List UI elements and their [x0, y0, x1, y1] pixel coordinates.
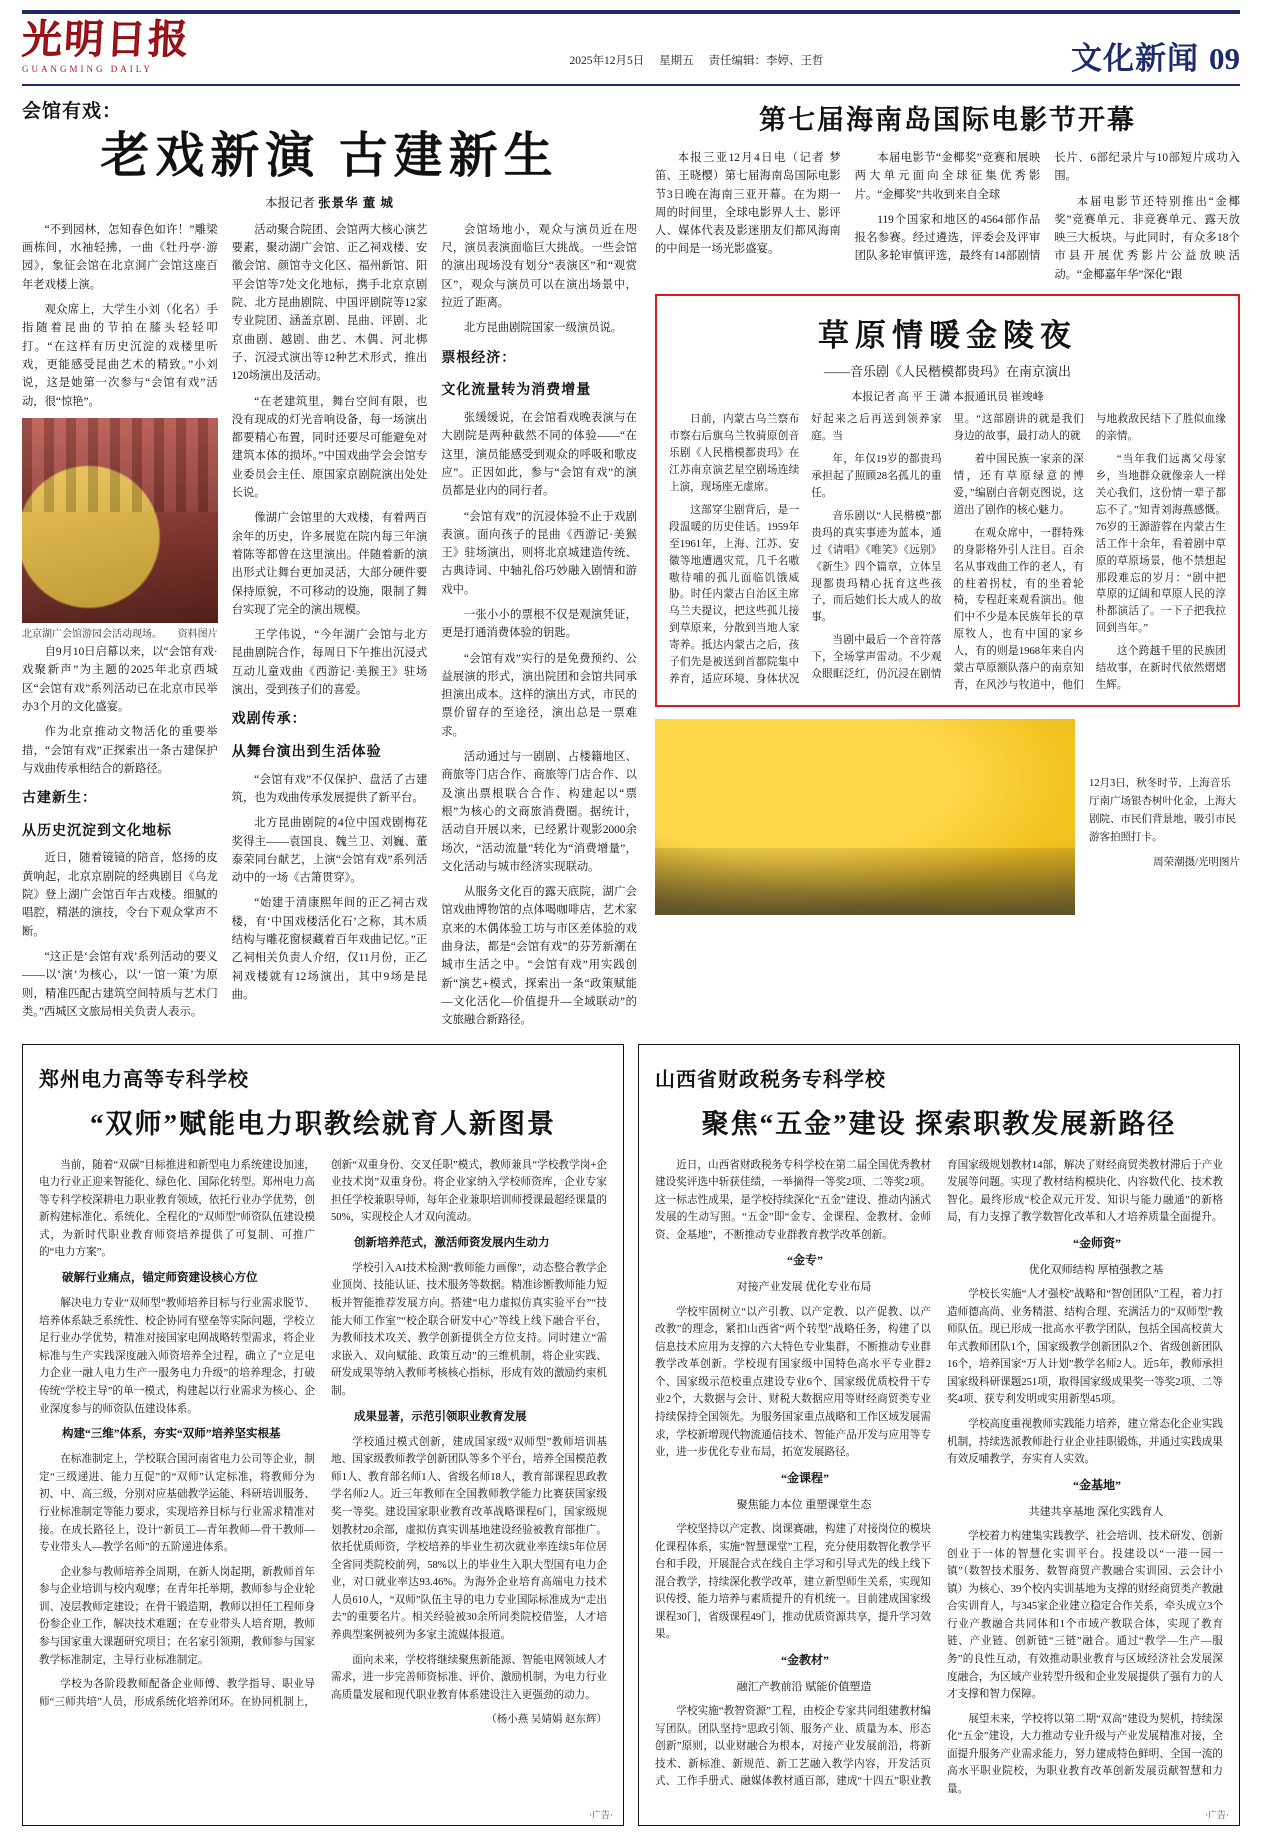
ad-left-subhead-2: 构建“三维”体系，夯实“双师”培养坚实根基 [62, 1428, 281, 1441]
top-rule [22, 10, 1240, 14]
music-drama-para: 在观众席中，一群特殊的身影格外引人注目。百余名从事戏曲工作的老人，有的柱着拐杖，有的坐着轮椅，专程赶来观看演出。他们中不少是本民族年长的草原牧人，也有中国的家乡人，有的则是1968年来自内蒙古草原额队落户的南京知青，在风沙与牧道中，他们与地救敌民结下了胜似血缘的亲情。 [953, 414, 1226, 692]
ad-right-subhead-4: “金师资” [1072, 1235, 1121, 1250]
music-drama-para: 这部穿尘剧背后，是一段温暖的历史佳话。1959年至1961年，上海、江苏、安徽等地遭遇灾荒，几千名嗷嗷待哺的孤儿面临饥饿威胁。时任内蒙古自治区主席乌兰夫提议，把这些孤儿接到草原来，分散到当地人家寄养。抵达内蒙古之后，孩子们先是被送到首都院集中养育，适应环境、身体状况好起来之后再送到领养家庭。当 [668, 414, 942, 686]
autumn-photo [655, 719, 1075, 915]
film-para: 本报三亚12月4日电（记者 梦笛、王晓樱）第七届海南岛国际电影节3日晚在海南三亚开幕。在为期一周的时间里，全球电影界人士、影评人、媒体代表及影迷朋友们都风海南的中间是一场光影盛宴。 [654, 152, 841, 256]
lead-para: “在老建筑里，舞台空间有限，也没有现成的灯光音响设备，每一场演出都要精心布置，同时还要尽可能避免对建筑本体的损坏。”中国戏曲学会会馆专业委员会主任、原国家京剧院演出处处长说。 [231, 395, 428, 500]
ad-right-para: 学校着力构建集实践教学、社会培训、技术研发、创新创业于一体的智慧化实训平台。投建设以“一港一园一镇”（数智技术服务、数智商贸产教融合实训园、云会计小镇）为核心、39个校内实训基地为支撑的财经商贸类产教融合实训育人，与345家企业建立稳定合作关系，牵头成立3个行业产教融合共同体和1个市域产教联合体，实现了教育链、产业链、创新链“三链”融合。通过“教学—生产—服务”的良性互动，有效推动职业教育与区域经济社会发展深度融合，为区域产业转型升级和企业发展提供了强有力的人才支撑和智力保障。 [947, 1530, 1223, 1701]
lead-subhead-2b: 从舞台演出到生活体验 [231, 744, 382, 760]
film-headline: 第七届海南岛国际电影节开幕 [758, 105, 1136, 135]
lead-subhead-1b: 从历史沉淀到文化地标 [22, 823, 172, 839]
ad-left-subhead-3: 创新培养范式，激活师资发展内生动力 [354, 1236, 550, 1249]
byline-names: 张景华 董 城 [318, 195, 394, 210]
ad-left-para: 解决电力专业“双师型”教师培养目标与行业需求脱节、培养体系缺乏系统性、校企协同有壁垒等实际问题，学校立足行业办学优势，精准对接国家电网战略转型需求，将企业标准与生产实践深度融入师资培养全过程，确立了“立足电力企业一融人电力生产一服务电力升级”的培养理念，打破传统“学校主导”的单一模式，构建起以行业需求为核心、企业深度参与的师资队伍建设体系。 [39, 1298, 315, 1415]
section-title: 文化新闻 [1071, 41, 1199, 76]
ad-right-para: 展望未来，学校将以第二期“双高”建设为契机，持续深化“五金”建设，大力推动专业升级与产业发展精准对接，全面提升服务产业需求能力，努力建成特色鲜明、全国一流的高水平职业院校，为职业教育改革创新发展贡献智慧和力量。 [947, 1713, 1223, 1796]
lead-subhead-1a: 古建新生： [22, 791, 97, 807]
lead-para: 活动通过与一剧剧、占楼籍地区、商旅等门店合作、商旅等门店合作、以及演出票根联合合作、构建起以“票根”为核心的文商旅消费圈。据统计，活动自开展以来，已经累计观影2000余场次，“活动流量”转化为“消费增量”，文化活动与城市经济实现联动。 [441, 751, 637, 873]
lead-photo [22, 418, 218, 623]
ad-left-para: 面向未来，学校将继续聚焦新能源、智能电网领域人才需求，进一步完善师资标准、评价、激励机制，为电力行业高质量发展和现代职业教育体系建设注入更强劲的动力。 [331, 1654, 607, 1701]
lead-para: “这正是‘会馆有戏’系列活动的要义——以‘演’为核心，以‘一馆一策’为原则，精准匹配古建筑空间特质与艺术门类。”西城区文旅局相关负责人表示。 [22, 950, 218, 1018]
ad-left-headline: “双师”赋能电力职教绘就育人新图景 [90, 1108, 556, 1139]
byline-label: 本报记者 [265, 195, 316, 210]
lead-para: “会馆有戏”的沉浸体验不止于戏剧表演。面向孩子的昆曲《西游记·美猴王》驻场演出，则将北京城建造传统、古典诗词、中轴礼俗巧妙融入剧情和游戏中。 [441, 510, 637, 596]
masthead-meta [322, 52, 1071, 74]
autumn-caption-block [1089, 719, 1240, 915]
advertorial-area [22, 1044, 1240, 1826]
lead-subhead-3a: 票根经济： [441, 350, 517, 366]
film-body [655, 149, 1240, 284]
music-drama-para: 年，年仅19岁的都贵玛承担起了照顾28名孤儿的重任。 [811, 453, 942, 499]
lead-para: 北方昆曲剧院的4位中国戏剧梅花奖得主——袁国良、魏兰卫、刘巍、董泰荣同台献艺，上演“会馆有戏”系列活动中的一场《古箫贯穿》。 [231, 817, 428, 885]
issue-editors: 责任编辑：李婷、王哲 [708, 55, 824, 67]
logo-block [20, 17, 322, 74]
lead-para: 从服务文化百的露天底院，湖广会馆戏曲博物馆的点体喝咖啡店，艺术家京来的木偶体验工坊与市区差体验的戏曲身法，都是“会馆有戏”的芬芳新潮在城市生活之中。“会馆有戏”用实践创新“演艺+模式，探索出一条“政策赋能—文化活化—价值提升—全域联动”的文旅融合新路径。 [441, 886, 637, 1027]
issue-weekday: 星期五 [659, 55, 694, 67]
lead-headline: 老戏新演 古建新生 [100, 128, 559, 183]
autumn-caption: 12月3日，秋冬时节，上海音乐厅南广场银杏树叶化金，上海大剧院、市民们背景地，吸引市民游客拍照打卡。 [1088, 778, 1236, 843]
ad-left-school: 郑州电力高等专科学校 [39, 1068, 249, 1091]
ad-right-headline: 聚焦“五金”建设 探索职教发展新路径 [701, 1108, 1177, 1139]
autumn-photo-block [655, 719, 1240, 915]
ad-right-para: 学校牢固树立“以产引教、以产定教、以产促教、以产改教”的理念，紧扣山西省“两个转型”战略任务，构建了以信息技术应用为支撑的六大特色专业集群，不断推动专业群教学改革创新。学校现有国家级中国特色高水平专业群2个、国家级示范校重点建设专业6个、国家级优质校骨干专业2个，大数据与会计、财税大数据应用等财经商贸类专业持续保持全国领先。为服务国家重点战略和工作区域发展需求，学校新增现代物流通信技术、智能产品开发与应用等专业，进一步优化专业布局，拓宽发展路径。 [655, 1306, 931, 1459]
lead-para: 张缓缓说，在会馆看戏晚表演与在大剧院是两种截然不同的体验——“在这里，演员能感受到观众的呼吸和歌皮应”。正因如此，参与“会馆有戏”的演员都是业内的同行者。 [441, 412, 637, 498]
lead-photo-credit: 资料图片 [177, 628, 218, 640]
lead-para: “会馆有戏”不仅保护、盘活了古建筑，也为戏曲传承发展提供了新平台。 [231, 773, 428, 804]
music-drama-para: 着中国民族一家亲的深情，还有草原绿意的博爱，”编剧白音朝克图说，这道出了剧作的核心魅力。 [953, 453, 1084, 516]
ad-left-para: 当前，随着“双碳”目标推进和新型电力系统建设加速，电力行业正迎来智能化、绿色化、国际化转型。郑州电力高等专科学校深耕电力职业教育领域，依托行业办学优势，创新构建标准化、系统化、全程化的“双师型”师资队伍建设模式，为新时代职业教育师资培养提供了可复制、可推广的“电力方案”。 [39, 1159, 315, 1259]
ad-left-para: 学校通过模式创新，建成国家级“双师型”教师培训基地、国家级教师教学创新团队等多个平台，培养全国模范教师1人、教育部名师1人、省级名师18人，教育部课程思政教学名师2人。近三年教师在全国教师教学能力比赛获国家级奖一等奖。建设国家职业教育改革战略课程6门，国家级规划教材20余部，虚拟仿真实训基地建设经验被教育部推广。依托优质师资，学校培养的毕业生初次就业率连续5年位居全省同类院校前列，58%以上的毕业生入职大型国有电力企业，对口就业率达93.46%。为海外企业培育高端电力技术人员610人，“双师”队伍主导的电力专业国际标准成为“走出去”的重要名片。相关经验被30余所同类院校借鉴，人才培养典型案例被列为多家主流媒体报道。 [331, 1436, 607, 1641]
masthead [20, 17, 1240, 80]
music-drama-para: 当剧中最后一个音符落下，全场掌声雷动。不少观众眼眶泛红，仍沉浸在剧情里。“这部剧讲的就是我们身边的故事，最打动人的就 [811, 414, 1084, 681]
lead-photo-caption-row [22, 627, 218, 643]
film-para: 本届电影节“金椰奖”竞赛和展映两大单元面向全球征集优秀影片。“金椰奖”共收到来自全球 [854, 152, 1041, 201]
music-drama-subhead: ——音乐剧《人民楷模都贵玛》在南京演出 [823, 364, 1071, 380]
film-para: 本届电影节还特别推出“金椰奖”竞赛单元、非竞赛单元、露天放映三大板块。与此同时，有众多18个市县开展优秀影片公益放映活动。“金椰嘉年华”深化“跟 [1054, 195, 1240, 281]
lead-para: “会馆有戏”实行的是免费预约、公益展演的形式，演出院团和会馆共同承担演出成本。这样的演出方式，市民的票价留存的至途径，演出总是一票难求。 [441, 652, 637, 738]
ad-right-para: 学校高度重视教师实践能力培养，建立常态化企业实践机制，持续选派教师赴行业企业挂职锻炼，并通过实践成果有效反哺教学，夯实育人实效。 [947, 1419, 1223, 1466]
film-para: 119个国家和地区的4564部作品报名参赛。经过遴选，评委会及评审团队多轮审慎评选，最终有14部剧情长片、6部纪录片与10部短片成功入围。 [854, 152, 1240, 263]
ad-right-subhead-3: “金教材” [780, 1652, 829, 1667]
lead-para: “不到园林，怎知春色如许！”雕梁画栋间，水袖轻拂，一曲《牡丹亭·游园》，象征会馆在北京洞广会馆这座百年老戏楼上演。 [22, 223, 218, 291]
right-column [655, 96, 1240, 1030]
ad-left-para: 在标准制定上，学校联合国河南省电力公司等企业，制定“三级递进、能力互促”的“双师”认定标准，将教师分为初、中、高三级，分别对应基础教学运能、科研培训服务、行业标准制定等能力要求，实现培养目标与行业需求精准对接。在成长路径上，设计“新员工—青年教师—骨干教师—专业带头人—教学名师”的五阶递进体系。 [39, 1454, 315, 1554]
lead-para: 王学伟说，“今年湖广会馆与北方昆曲剧院合作，每周日下午推出沉浸式互动儿童戏曲《西游记·美猴王》驻场演出，受到孩子们的喜爱。 [231, 629, 428, 697]
lead-para: 北方昆曲剧院国家一级演员说。 [463, 322, 623, 335]
lead-subhead-2a: 戏剧传承： [231, 712, 307, 728]
ad-right-subhead-4b: 优化双师结构 厚植强教之基 [1028, 1263, 1164, 1276]
newspaper-logo-sub: GUANGMING DAILY [22, 64, 153, 74]
ad-left-para: 企业参与教师培养全周期，在新人岗起期，新教师首年参与企业培训与校内观摩；在青年托举期，教师参与企业轮训、凌层教师定建设；在骨干锻造期，教师以担任工程师身份参企业工作，解决技术难题；在专业带头人培育期，教师参与国家重大课题研究项目；在名家引领期，教师参与国家教学标准制定，主导行业标准制定。 [39, 1566, 315, 1666]
lead-byline [22, 193, 637, 211]
lead-para: 观众席上，大学生小刘（化名）手指随着昆曲的节拍在膝头轻轻叩打。“在这样有历史沉淀的戏楼里听戏，更能感受昆曲艺术的精致。”小刘说，这是她第一次参与“会馆有戏”活动，很“惊艳”。 [22, 304, 218, 408]
lead-para: 活动聚合院团、会馆两大核心演艺要素，聚动湖广会馆、正乙祠戏楼、安徽会馆、颜馆寺文化区、福州新馆、阳平会馆等7处文化地标，携手北京京剧院、北方昆曲剧院、中国评剧院等12家专业院团、涵盖京剧、昆曲、评剧、北京曲剧、越剧、曲艺、木偶、河北梆子、沉浸式演出等12种艺术形式，推出120场演出及活动。 [231, 223, 428, 383]
lead-kicker: 会馆有戏： [22, 101, 123, 122]
music-drama-para: 音乐剧以“人民楷模”都贵玛的真实事迹为蓝本，通过《请唱》《唯笑》《远别》《新生》四个篇章，立体呈现都贵玛精心抚育这些孩子，而后她们长大成人的故事。 [811, 510, 942, 624]
ad-right-subhead-5: “金基地” [1072, 1477, 1121, 1492]
masthead-rule [22, 84, 1240, 86]
music-drama-para: “当年我们远离父母家乡，当地群众就像亲人一样关心我们，这份情一辈子都忘不了。”知青刘海燕感慨。76岁的王源游蓉在内蒙古生活工作十余年，看着剧中草原的草原场景，他不禁想起那段难忘的岁月：“剧中把草原的辽阔和草原人民的淳朴都演活了。一下子把我拉回到当年。” [1095, 453, 1226, 635]
lead-article [22, 96, 637, 1030]
newspaper-logo: 光明日报 [20, 17, 192, 62]
ad-left-subhead-1: 破解行业痛点，锚定师资建设核心方位 [62, 1271, 258, 1284]
ad-right-tag: ·广告· [1205, 1809, 1229, 1820]
ad-right-subhead-5b: 共建共享基地 深化实践育人 [1028, 1505, 1164, 1518]
ad-left-tag: ·广告· [589, 1809, 613, 1820]
lead-para: 近日，随着镜镜的陪音，悠扬的皮黄响起，北京京剧院的经典剧目《乌龙院》登上湖广会馆百年古戏楼。细腻的唱腔，精湛的演技，令台下观众掌声不断。 [22, 852, 218, 938]
ad-left-signoff: （杨小燕 吴婧娟 赵东辉） [486, 1714, 607, 1726]
ad-right-subhead-3b: 融汇产教前沿 赋能价值塑造 [736, 1680, 872, 1693]
masthead-section [1071, 43, 1240, 74]
ad-right-para: 学校坚持以产定教、岗课赛融，构建了对接岗位的模块化课程体系，实施“智慧课堂”工程，充分使用数智化教学平台和手段，开展混合式在线自主学习和引导式先的线上线下混合教学，持续深化教学改革，建立新型师生关系，实现知识传授、能力培养与素质提升的有机统一。目前建成国家级课程30门，省级课程49门，推动优质资源共享，提升学习效果。 [655, 1523, 931, 1641]
ad-right-body [655, 1157, 1223, 1799]
ad-right-subhead-2b: 聚焦能力本位 重塑课堂生态 [736, 1498, 872, 1511]
lead-subhead-3b: 文化流量转为消费增量 [441, 383, 592, 399]
ad-right-para: 学校长实施“人才强校”战略和“智创团队”工程，着力打造师德高尚、业务精湛、结构合理、充满活力的“双师型”教师队伍。现已形成一批高水平教学团队，包括全国高校黄大年式教师团队1个，国家级教学创新团队2个、省级创新团队16个，培养国家“万人计划”教学名师2人。近5年，教师承担国家级科研课题251项，取得国家级成果奖一等奖2项、二等奖4项、获专利发明或实用新型45项。 [947, 1288, 1223, 1406]
music-drama-para: 日前，内蒙古乌兰察布市察右后旗乌兰牧骑原创音乐剧《人民楷模都贵玛》在江苏南京演艺星空剧场连续上演，现场座无虚席。 [668, 414, 800, 493]
ad-right-school: 山西省财政税务专科学校 [655, 1068, 886, 1091]
page-number: 09 [1209, 41, 1240, 76]
advertorial-left [22, 1044, 624, 1826]
autumn-credit: 周荣潮摄/光明图片 [1153, 857, 1240, 869]
lead-para: “始建于清康熙年间的正乙祠古戏楼，有‘中国戏楼活化石’之称，其木质结构与雕花窗棂藏着百年戏曲记忆。”正乙祠相关负责人介绍，仅11月份，正乙祠戏楼就有12场演出，其中9场是昆曲。 [231, 897, 428, 1001]
ad-left-para: 学校为各阶段教师配备企业师傅、教学指导、职业导师“三师共培”人员，形成系统化培养闭环。在协同机制上，创新“双重身份、交叉任职”模式，教师兼具“学校教学岗+企业技术岗”双重身份。将企业家纳入学校师资库，企业专家担任学校兼职导师，每年企业兼职培训师授课最超经课量的50%，实现校企人才双向流动。 [39, 1159, 607, 1708]
music-drama-article [655, 294, 1240, 707]
ad-right-subhead-1: “金专” [786, 1253, 823, 1268]
lead-para: 会馆场地小，观众与演员近在咫尺，演员表演面临巨大挑战。一些会馆的演出现场没有划分“表演区”和“观赏区”，观众与演员可以在演出场景中，拉近了距离。 [441, 223, 637, 310]
lead-photo-caption: 北京湖广会馆游园会活动现场。 [22, 628, 162, 640]
ad-right-subhead-1b: 对接产业发展 优化专业布局 [736, 1281, 872, 1294]
music-drama-para: 这个跨越千里的民族团结故事，在新时代依然熠熠生辉。 [1095, 646, 1226, 692]
lead-body [22, 221, 637, 1030]
music-drama-body [669, 412, 1226, 695]
ad-left-body [39, 1157, 607, 1729]
music-drama-byline: 本报记者 高 平 王 潇 本报通讯员 崔竣峰 [851, 391, 1044, 404]
lead-para: 自9月10日启幕以来，以“会馆有戏·戏聚新声”为主题的2025年北京西城区“会馆有戏”系列活动已在北京市民举办3个月的文化盛宴。 [22, 646, 218, 713]
ad-right-para: 学校实施“教智资源”工程，由校企专家共同组建教材编写团队。团队坚持“思政引领、服务产业、质量为本、形态创新”原则，以业财融合为根本，对接产业发展前沿，将新技术、新标准、新规范、新工艺融入教学内容，开发活页式、工作手册式、融媒体教材通百部，建成“十四五”职业教育国家级规划教材14部，解决了财经商贸类教材滞后于产业发展等问题。实现了教材结构模块化、内容数代化、技术教智化。最终形成“校企双元开发、知识与能力融通”的新格局，有力支撑了教学数智化改革和人才培养质量全面提升。 [655, 1159, 1223, 1788]
top-area [22, 96, 1240, 1030]
issue-date: 2025年12月5日 [569, 55, 645, 67]
music-drama-headline: 草原情暖金陵夜 [817, 318, 1077, 354]
lead-para: 作为北京推动文物活化的重要举措，“会馆有戏”正探索出一条古建保护与戏曲传承相结合的新路径。 [22, 726, 218, 775]
lead-para: 像湖广会馆里的大戏楼，有着两百余年的历史，许多展览在院内每三年演着陈等都曾在这里演出。伴随着新的演出形式让舞台更加灵活，大部分硬件要保持原貌，不可移动的设施，限制了舞台实现了完全的演出规模。 [231, 512, 428, 616]
ad-left-subhead-4: 成果显著，示范引领职业教育发展 [354, 1410, 527, 1423]
ad-left-para: 学校引入AI技术检测“教师能力画像”，动态整合教学企业顶岗、技能认证、技术服务等数据。精准诊断教师能力短板并智能推荐发展方向。搭建“电力虚拟仿真实验平台”“技能大师工作室”“校企联合研发中心”等线上线下融合平台，为教师技术攻关、教学创新提供全方位支持。同时建立“需求嵌入、双向赋能、政策互动”的三维机制，将企业实践、研发成果等纳入教师考核核心指标，形成有效的激励约束机制。 [331, 1262, 607, 1397]
ad-right-subhead-2: “金课程” [780, 1470, 829, 1485]
ad-right-para: 近日，山西省财政税务专科学校在第二届全国优秀教材建设奖评选中斩获佳绩，一举摘得一等奖2项、二等奖2项。这一标志性成果，是学校持续深化“五金”建设、推动内涵式发展的生动写照。“五金”即“金专、金课程、金教材、金师资、金基地”，不断推动专业群教育教学改革创新。 [655, 1159, 931, 1241]
advertorial-right [638, 1044, 1240, 1826]
lead-para: 一张小小的票根不仅是观演凭证，更是打通消费体验的钥匙。 [441, 608, 637, 640]
